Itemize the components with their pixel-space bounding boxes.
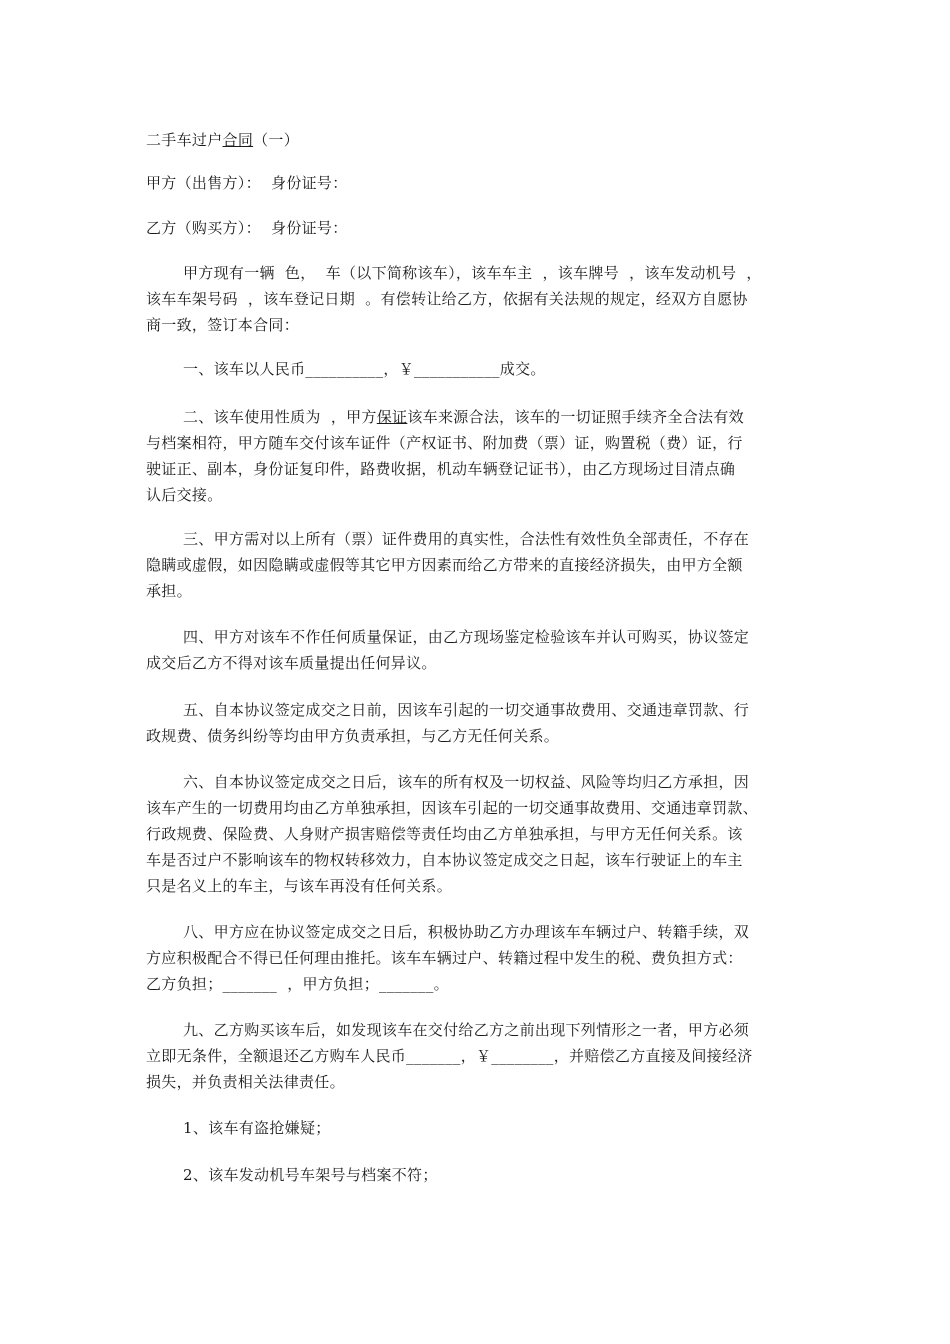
- title-suffix: （一）: [253, 131, 300, 149]
- title-prefix: 二手车过户: [146, 131, 223, 149]
- clause-6-line-4: 车是否过户不影响该车的物权转移效力，自本协议签定成交之日起，该车行驶证上的车主: [146, 851, 743, 869]
- clause-5-line-1: 五、自本协议签定成交之日前，因该车引起的一切交通事故费用、交通违章罚款、行: [183, 701, 750, 719]
- clause-9-line-3: 损失，并负责相关法律责任。: [146, 1073, 345, 1091]
- clause-2-before: 二、该车使用性质为 ，甲方: [183, 408, 377, 426]
- clause-2-link[interactable]: 保证: [376, 408, 408, 426]
- clause-8-line-2: 方应积极配合不得已任何理由推托。该车车辆过户、转籍过程中发生的税、费负担方式：: [146, 949, 743, 967]
- clause-3-line-1: 三、甲方需对以上所有（票）证件费用的真实性，合法性有效性负全部责任，不存在: [183, 530, 750, 548]
- intro-line-1: 甲方现有一辆 色， 车（以下简称该车），该车车主 ，该车牌号 ，该车发动机号 ，: [183, 264, 762, 282]
- intro-line-2: 该车车架号码 ，该车登记日期 。有偿转让给乙方，依据有关法规的规定，经双方自愿协: [146, 290, 748, 308]
- clause-3-line-2: 隐瞒或虚假，如因隐瞒或虚假等其它甲方因素而给乙方带来的直接经济损失，由甲方全额: [146, 556, 743, 574]
- clause-2-line-2: 与档案相符，甲方随车交付该车证件（产权证书、附加费（票）证，购置税（费）证，行: [146, 434, 743, 452]
- party-a-line: 甲方（出售方）： 身份证号：: [146, 174, 348, 192]
- clause-8-line-3: 乙方负担；_______ ，甲方负担；_______。: [146, 975, 449, 993]
- document-title: [146, 129, 299, 151]
- clause-2-line-3: 驶证正、副本，身份证复印件，路费收据，机动车辆登记证书），由乙方现场过目清点确: [146, 460, 736, 478]
- party-b-line: 乙方（购买方）： 身份证号：: [146, 219, 348, 237]
- clause-6-line-2: 该车产生的一切费用均由乙方单独承担，因该车引起的一切交通事故费用、交通违章罚款、: [146, 799, 759, 817]
- title-link[interactable]: 合同: [222, 131, 254, 149]
- clause-3-line-3: 承担。: [146, 582, 192, 600]
- clause-4-line-2: 成交后乙方不得对该车质量提出任何异议。: [146, 654, 437, 672]
- clause-9-line-1: 九、乙方购买该车后，如发现该车在交付给乙方之前出现下列情形之一者，甲方必须: [183, 1021, 750, 1039]
- clause-5-line-2: 政规费、债务纠纷等均由甲方负责承担，与乙方无任何关系。: [146, 727, 560, 745]
- intro-line-3: 商一致，签订本合同：: [146, 316, 300, 334]
- clause-9-line-2: 立即无条件，全额退还乙方购车人民币_______，￥________，并赔偿乙方直接及间接经济: [146, 1047, 753, 1065]
- list-item-1: 1、该车有盗抢嫌疑；: [183, 1119, 331, 1137]
- clause-6-line-3: 行政规费、保险费、人身财产损害赔偿等责任均由乙方单独承担，与甲方无任何关系。该: [146, 825, 743, 843]
- clause-8-line-1: 八、甲方应在协议签定成交之日后，积极协助乙方办理该车车辆过户、转籍手续，双: [183, 923, 750, 941]
- clause-2-line-4: 认后交接。: [146, 486, 223, 504]
- clause-2-after: 该车来源合法，该车的一切证照手续齐全合法有效: [407, 408, 744, 426]
- clause-4-line-1: 四、甲方对该车不作任何质量保证，由乙方现场鉴定检验该车并认可购买，协议签定: [183, 628, 750, 646]
- clause-6-line-5: 只是名义上的车主，与该车再没有任何关系。: [146, 877, 453, 895]
- clause-2-line-1: [183, 406, 744, 428]
- clause-6-line-1: 六、自本协议签定成交之日后，该车的所有权及一切权益、风险等均归乙方承担，因: [183, 773, 750, 791]
- list-item-2: 2、该车发动机号车架号与档案不符；: [183, 1166, 438, 1184]
- clause-1: 一、该车以人民币__________，￥___________成交。: [183, 360, 546, 378]
